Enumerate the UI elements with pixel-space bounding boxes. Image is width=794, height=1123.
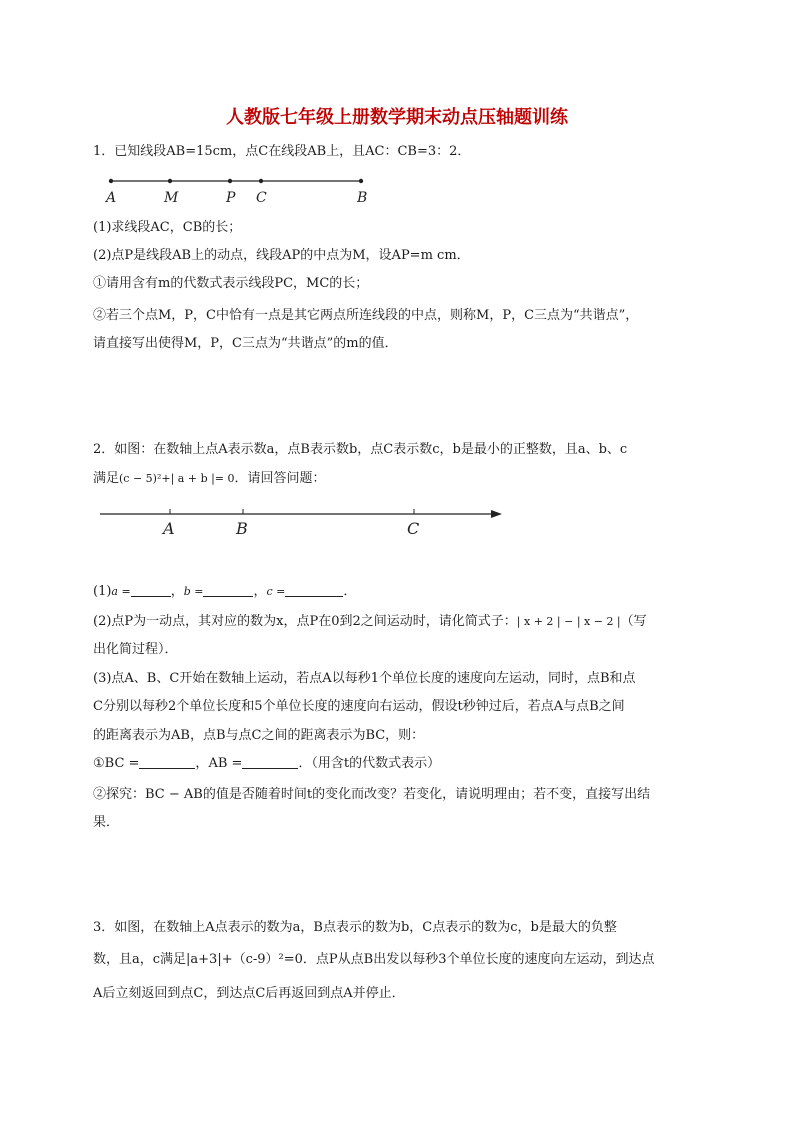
q1-sub1: ①请用含有m的代数式表示线段PC，MC的长； — [93, 276, 369, 291]
q2-part2-expression: | x + 2 | − | x − 2 | — [516, 615, 621, 628]
q2-part2-tail: （写 — [620, 614, 647, 629]
q2-part2-text: (2)点P为一动点，其对应的数为x，点P在0到2之间运动时，请化简式子： — [93, 614, 517, 629]
q2-sub1-tail: ．（用含t的代数式表示） — [298, 756, 441, 771]
q2-sub1: ①BC = ，AB = ．（用含t的代数式表示） — [93, 756, 441, 771]
q2-answer-bc-blank[interactable] — [139, 754, 195, 769]
q2-answer-a-blank[interactable] — [131, 582, 171, 597]
q1-point-c — [259, 179, 263, 183]
page-title: 人教版七年级上册数学期末动点压轴题训练 — [226, 107, 568, 128]
q2-part2-line1 — [93, 612, 647, 632]
q1-label-p: P — [226, 190, 236, 206]
q2-part3-line2: C分别以每秒2个单位长度和5个单位长度的速度向右运动，假设t秒钟过后，若点A与点B之间 — [93, 699, 625, 714]
q2-part1: (1)a = ，b = ，c = ． — [93, 584, 357, 599]
q1-stem: 1．已知线段AB=15cm，点C在线段AB上，且AC：CB=3：2． — [93, 144, 471, 159]
q3-line1: 3．如图，在数轴上A点表示的数为a，B点表示的数为b，C点表示的数为c，b是最大的负整 — [93, 920, 617, 935]
q2-stem-suffix: ．请回答问题： — [234, 471, 326, 486]
q1-point-a — [109, 179, 113, 183]
q1-part2: (2)点P是线段AB上的动点，线段AP的中点为M，设AP=m cm． — [93, 248, 470, 263]
q1-point-p — [228, 179, 232, 183]
q2-sub2-line2: 果． — [93, 815, 120, 830]
q2-stem-line1: 2．如图：在数轴上点A表示数a，点B表示数b，点C表示数c，b是最小的正整数，且a、b、c — [93, 442, 628, 457]
q1-sub2-line1: ②若三个点M，P，C中恰有一点是其它两点所连线段的中点，则称M，P，C三点为“共谐点”， — [93, 308, 639, 323]
q2-part1-a-label: a = — [111, 585, 131, 598]
q1-label-m: M — [164, 190, 179, 206]
q2-label-b: B — [236, 519, 248, 538]
q2-sub1-bc-label: ①BC = — [93, 756, 140, 771]
q2-label-a: A — [163, 519, 175, 538]
q1-segment-figure — [93, 172, 393, 208]
q2-part1-c-label: c = — [266, 585, 286, 598]
q1-label-c: C — [256, 190, 267, 206]
q2-answer-c-blank[interactable] — [285, 582, 343, 597]
q2-condition-equation: (c − 5)²+| a + b |= 0 — [119, 472, 235, 485]
q2-part3-line3: 的距离表示为AB，点B与点C之间的距离表示为BC，则： — [93, 728, 425, 743]
q2-number-line — [98, 500, 508, 540]
q2-answer-b-blank[interactable] — [203, 582, 253, 597]
q2-sub1-ab-label: AB = — [208, 756, 243, 771]
q2-label-c: C — [407, 519, 420, 538]
q2-stem-prefix: 满足 — [93, 471, 120, 486]
q1-label-a: A — [106, 190, 117, 206]
q1-point-m — [168, 179, 172, 183]
q1-sub2-line2: 请直接写出使得M，P，C三点为“共谐点”的m的值． — [93, 336, 398, 351]
q1-point-b — [359, 179, 363, 183]
q1-label-b: B — [357, 190, 368, 206]
q3-line2: 数，且a，c满足|a+3|+（c-9）²=0．点P从点B出发以每秒3个单位长度的速度向左运动，到达点 — [93, 952, 655, 967]
q2-stem-line2 — [93, 469, 326, 489]
q3-line3: A后立刻返回到点C，到达点C后再返回到点A并停止． — [93, 986, 405, 1001]
q2-part3-line1: (3)点A、B、C开始在数轴上运动，若点A以每秒1个单位长度的速度向左运动，同时，点B和点 — [93, 671, 636, 686]
q2-sub2-line1: ②探究：BC − AB的值是否随着时间t的变化而改变？若变化，请说明理由；若不变，直接写出结 — [93, 787, 651, 802]
q2-answer-ab-blank[interactable] — [242, 754, 298, 769]
q2-part1-b-label: b = — [183, 585, 204, 598]
q2-axis-arrow — [491, 510, 502, 518]
q1-part1: (1)求线段AC，CB的长； — [93, 220, 242, 235]
q2-part2-line2: 出化简过程）． — [93, 642, 178, 657]
